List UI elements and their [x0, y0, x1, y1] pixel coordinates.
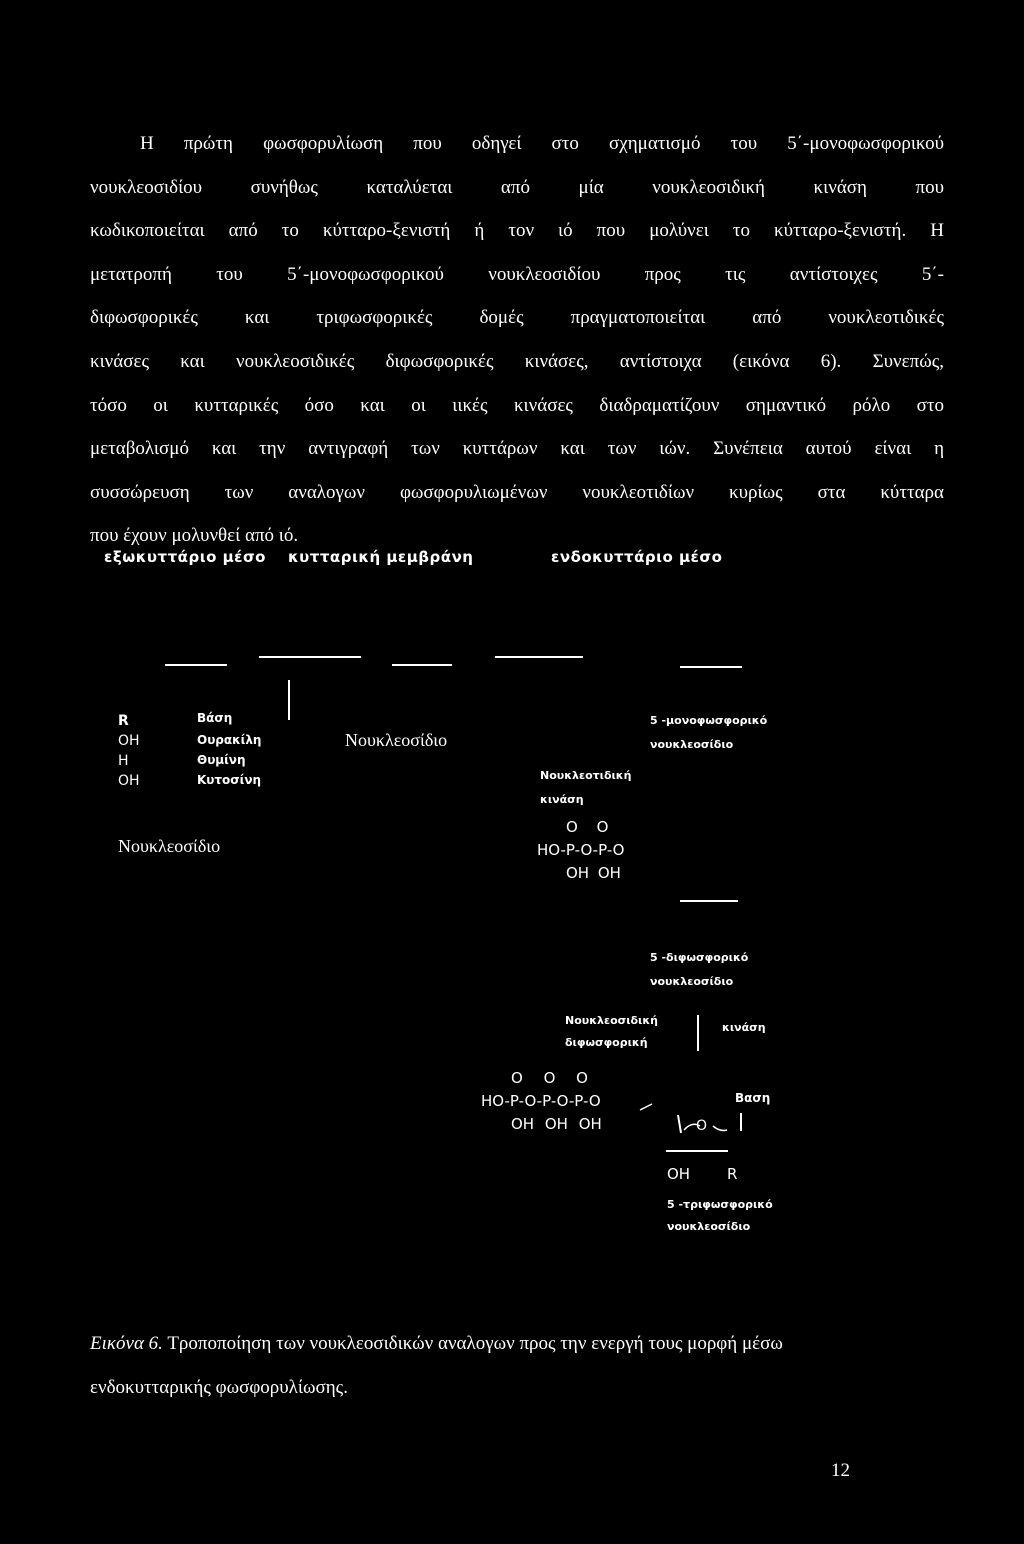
base-uracil: Ουρακίλη: [197, 733, 262, 747]
paragraph-line: συσσώρευση των αναλογων φωσφορυλιωμένων νουκλεοτιδίων κυρίως στα κύτταρα: [90, 481, 944, 503]
mono-chem-bottom: OH OH: [566, 864, 621, 882]
paragraph-line: τόσο οι κυτταρικές όσο και οι ιικές κινάσες διαδραματίζουν σημαντικό ρόλο στο: [90, 394, 944, 416]
di-label: 5 -διφωσφορικό: [650, 951, 749, 964]
di-label: νουκλεοσίδιο: [650, 975, 734, 988]
tri-base-label: Βαση: [735, 1091, 771, 1105]
nucleoside-left-label: Νουκλεοσίδιο: [118, 836, 221, 856]
paragraph-line: μετατροπή του 5΄-μονοφωσφορικού νουκλεοσιδίου προς τις αντίστοιχες 5΄-: [90, 263, 944, 285]
mono-label: νουκλεοσίδιο: [650, 738, 734, 751]
page-number: 12: [831, 1460, 850, 1481]
paragraph-line: κωδικοποιείται από το κύτταρο-ξενιστή ή τον ιό που μολύνει το κύτταρο-ξενιστή. Η: [90, 220, 944, 242]
nucleotide-kinase-label: Νουκλεοτιδική: [540, 769, 632, 782]
mono-label: 5 -μονοφωσφορικό: [650, 714, 768, 727]
di-kinase-label: Νουκλεοσιδική: [565, 1014, 658, 1027]
paragraph-line: που έχουν μολυνθεί από ιό.: [90, 525, 299, 547]
header-intracellular: ενδοκυττάριο μέσο: [551, 548, 723, 566]
header-extracellular: εξωκυττάριο μέσο: [104, 548, 266, 566]
paragraph-line: Η πρώτη φωσφορυλίωση που οδηγεί στο σχηματισμό του 5΄-μονοφωσφορικού: [140, 133, 944, 154]
nucleoside-center-label: Νουκλεοσίδιο: [345, 730, 448, 750]
sub-oh: OH: [118, 733, 140, 749]
tri-label: νουκλεοσίδιο: [667, 1220, 751, 1233]
ring-oxygen: O: [696, 1118, 708, 1134]
paragraph-line: μεταβολισμό και την αντιγραφή των κυττάρων και των ιών. Συνέπεια αυτού είναι η: [90, 438, 944, 460]
tri-oh: OH: [667, 1165, 691, 1183]
caption-text: Τροποποίηση των νουκλεοσιδικών αναλογων προς την ενεργή τους μορφή μέσω: [162, 1333, 783, 1354]
tri-r: R: [727, 1165, 738, 1183]
header-membrane: κυτταρική μεμβράνη: [288, 548, 474, 566]
mono-chem-top: O O: [566, 818, 609, 836]
sub-r: R: [118, 713, 129, 729]
paragraph-line: κινάσες και νουκλεοσιδικές διφωσφορικές κινάσες, αντίστοιχα (εικόνα 6). Συνεπώς,: [90, 350, 944, 372]
tri-chem-top: O O O: [511, 1069, 588, 1087]
tri-chem-mid: HO-P-O-P-O-P-O: [481, 1092, 601, 1110]
nucleotide-kinase-label: κινάση: [540, 793, 584, 806]
caption-text: ενδοκυτταρικής φωσφορυλίωσης.: [90, 1377, 348, 1398]
base-cytosine: Κυτοσίνη: [197, 773, 262, 787]
tri-label: 5 -τριφωσφορικό: [667, 1198, 773, 1211]
mono-chem-mid: HO-P-O-P-O: [537, 841, 625, 859]
sub-h: H: [118, 753, 129, 769]
base-thymine: Θυμίνη: [197, 753, 246, 767]
di-kinase-right: κινάση: [722, 1021, 766, 1034]
caption-label: Εικόνα 6.: [90, 1333, 163, 1354]
paragraph-line: διφωσφορικές και τριφωσφορικές δομές πραγματοποιείται από νουκλεοτιδικές: [90, 307, 944, 329]
tri-chem-bottom: OH OH OH: [511, 1115, 602, 1133]
paragraph-line: νουκλεοσιδίου συνήθως καταλύεται από μία νουκλεοσιδική κινάση που: [90, 176, 944, 198]
di-kinase-label: διφωσφορική: [565, 1036, 648, 1049]
base-label: Βάση: [197, 711, 233, 725]
figure-caption: [90, 1322, 944, 1410]
sub-oh: OH: [118, 773, 140, 789]
